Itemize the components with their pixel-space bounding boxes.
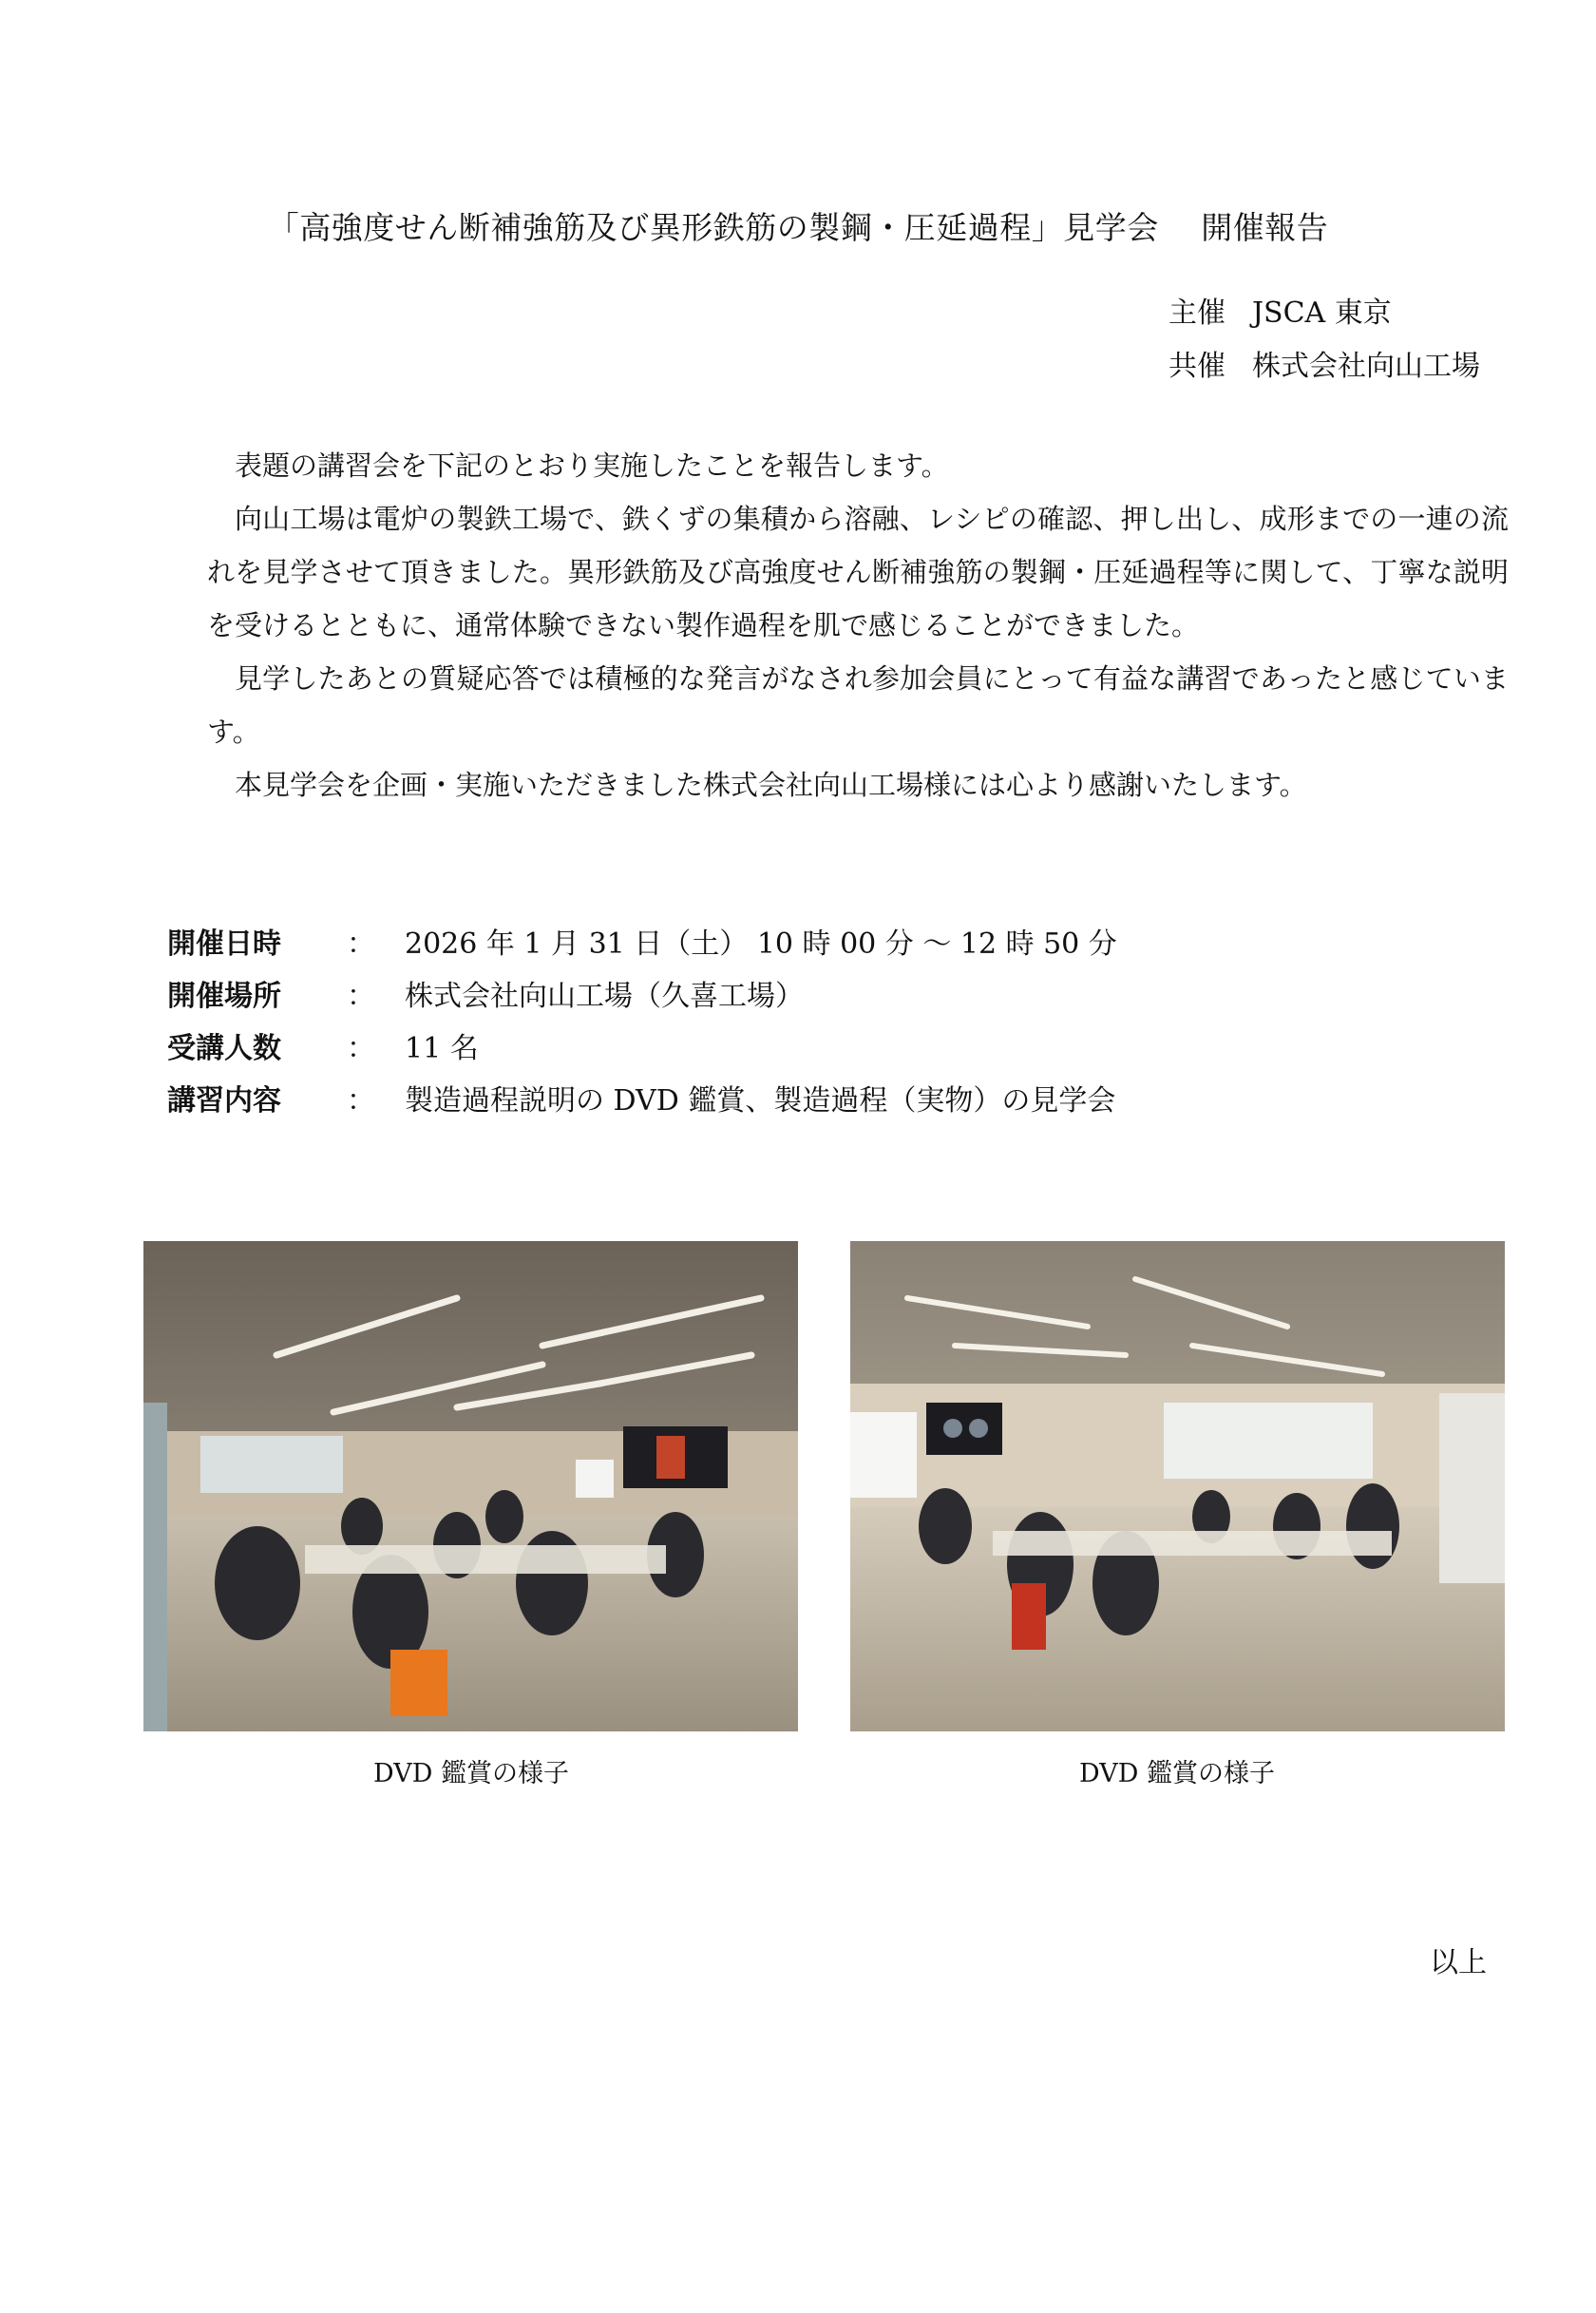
organizer-cohost-label: 共催 [1168,350,1226,383]
photo-caption: DVD 鑑賞の様子 [373,1759,569,1788]
info-colon: ： [347,927,375,961]
report-title: 「高強度せん断補強筋及び異形鉄筋の製鋼・圧延過程」見学会 開催報告 [267,209,1329,246]
organizer-host [1168,289,1392,331]
photo-caption: DVD 鑑賞の様子 [1079,1759,1275,1788]
body-paragraph: 本見学会を企画・実施いただきました株式会社向山工場様には心より感謝いたします。 [235,769,1307,801]
info-colon: ： [347,1084,375,1118]
info-value: 製造過程説明の DVD 鑑賞、製造過程（実物）の見学会 [405,1084,1116,1118]
photo-dvd-viewing-1 [143,1241,798,1731]
organizer-host-value: JSCA 東京 [1252,296,1392,330]
report-body [207,439,1509,812]
body-paragraph: 向山工場は電炉の製鉄工場で、鉄くずの集積から溶融、レシピの確認、押し出し、成形までの一連の流れを見学させて頂きました。異形鉄筋及び高強度せん断補強筋の製鋼・圧延過程等に関して、丁寧な説明を受けるとともに、通常体験できない製作過程を肌で感じることができました。 [207,503,1509,641]
organizer-cohost [1168,342,1480,384]
closing-mark: 以上 [1430,1946,1487,1979]
info-colon: ： [347,1032,375,1065]
organizer-cohost-value: 株式会社向山工場 [1252,350,1480,383]
info-row-attendees [167,1024,479,1065]
info-label: 受講人数 [167,1032,281,1065]
info-value: 2026 年 1 月 31 日（土） 10 時 00 分 ～ 12 時 50 分 [405,927,1117,961]
info-row-datetime [167,920,1117,961]
info-label: 開催日時 [167,927,281,961]
info-label: 開催場所 [167,980,281,1013]
organizer-host-label: 主催 [1168,296,1226,330]
body-paragraph: 表題の講習会を下記のとおり実施したことを報告します。 [235,449,949,482]
info-colon: ： [347,980,375,1013]
info-value: 11 名 [405,1032,479,1065]
body-paragraph: 見学したあとの質疑応答では積極的な発言がなされ参加会員にとって有益な講習であったと感じています。 [207,662,1509,748]
room-photo-illustration [143,1241,798,1731]
info-value: 株式会社向山工場（久喜工場） [405,980,804,1013]
photo-dvd-viewing-2 [850,1241,1505,1731]
info-label: 講習内容 [167,1084,281,1118]
info-row-content [167,1077,1116,1118]
info-row-venue [167,972,804,1013]
room-photo-illustration [850,1241,1505,1731]
